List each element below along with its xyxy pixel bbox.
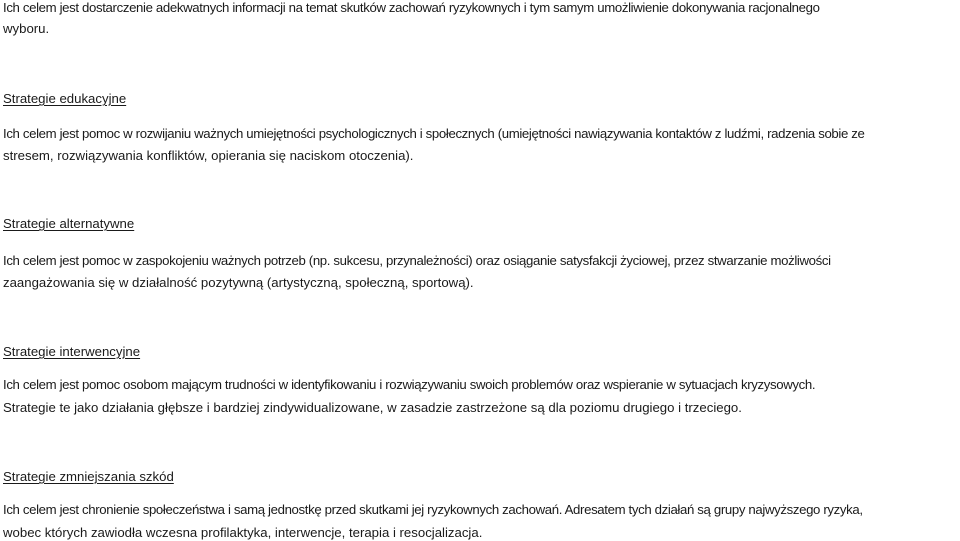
section-text-line: wobec których zawiodła wczesna profilaktyka, interwencje, terapia i resocjalizacja. bbox=[3, 525, 483, 540]
section-heading: Strategie zmniejszania szkód bbox=[3, 469, 174, 484]
section-text-line: Ich celem jest chronienie społeczeństwa i samą jednostkę przed skutkami jej ryzykownych zachowań. Adresatem tych działań są grupy najwyższego ryzyka, bbox=[3, 502, 863, 517]
section-heading: Strategie interwencyjne bbox=[3, 344, 141, 359]
section-heading: Strategie alternatywne bbox=[3, 216, 135, 231]
section-heading: Strategie edukacyjne bbox=[3, 91, 127, 106]
section-text-line: stresem, rozwiązywania konfliktów, opierania się naciskom otoczenia). bbox=[3, 148, 414, 163]
section-text-line: Ich celem jest pomoc w zaspokojeniu ważnych potrzeb (np. sukcesu, przynależności) oraz osiąganie satysfakcji życiowej, przez stwarzanie możliwości bbox=[3, 253, 831, 268]
section-text-line: zaangażowania się w działalność pozytywną (artystyczną, społeczną, sportową). bbox=[3, 275, 474, 290]
section-text-line: Ich celem jest pomoc w rozwijaniu ważnych umiejętności psychologicznych i społecznych (umiejętności nawiązywania kontaktów z ludźmi, radzenia sobie ze bbox=[3, 126, 865, 141]
intro-line-1: Ich celem jest dostarczenie adekwatnych informacji na temat skutków zachowań ryzykownych i tym samym umożliwienie dokonywania racjonalnego bbox=[3, 0, 820, 15]
section-text-line: Strategie te jako działania głębsze i bardziej zindywidualizowane, w zasadzie zastrzeżone są dla poziomu drugiego i trzeciego. bbox=[3, 400, 742, 415]
section-text-line: Ich celem jest pomoc osobom mającym trudności w identyfikowaniu i rozwiązywaniu swoich problemów oraz wspieranie w sytuacjach kryzysowych. bbox=[3, 377, 816, 392]
intro-line-2: wyboru. bbox=[3, 21, 50, 36]
